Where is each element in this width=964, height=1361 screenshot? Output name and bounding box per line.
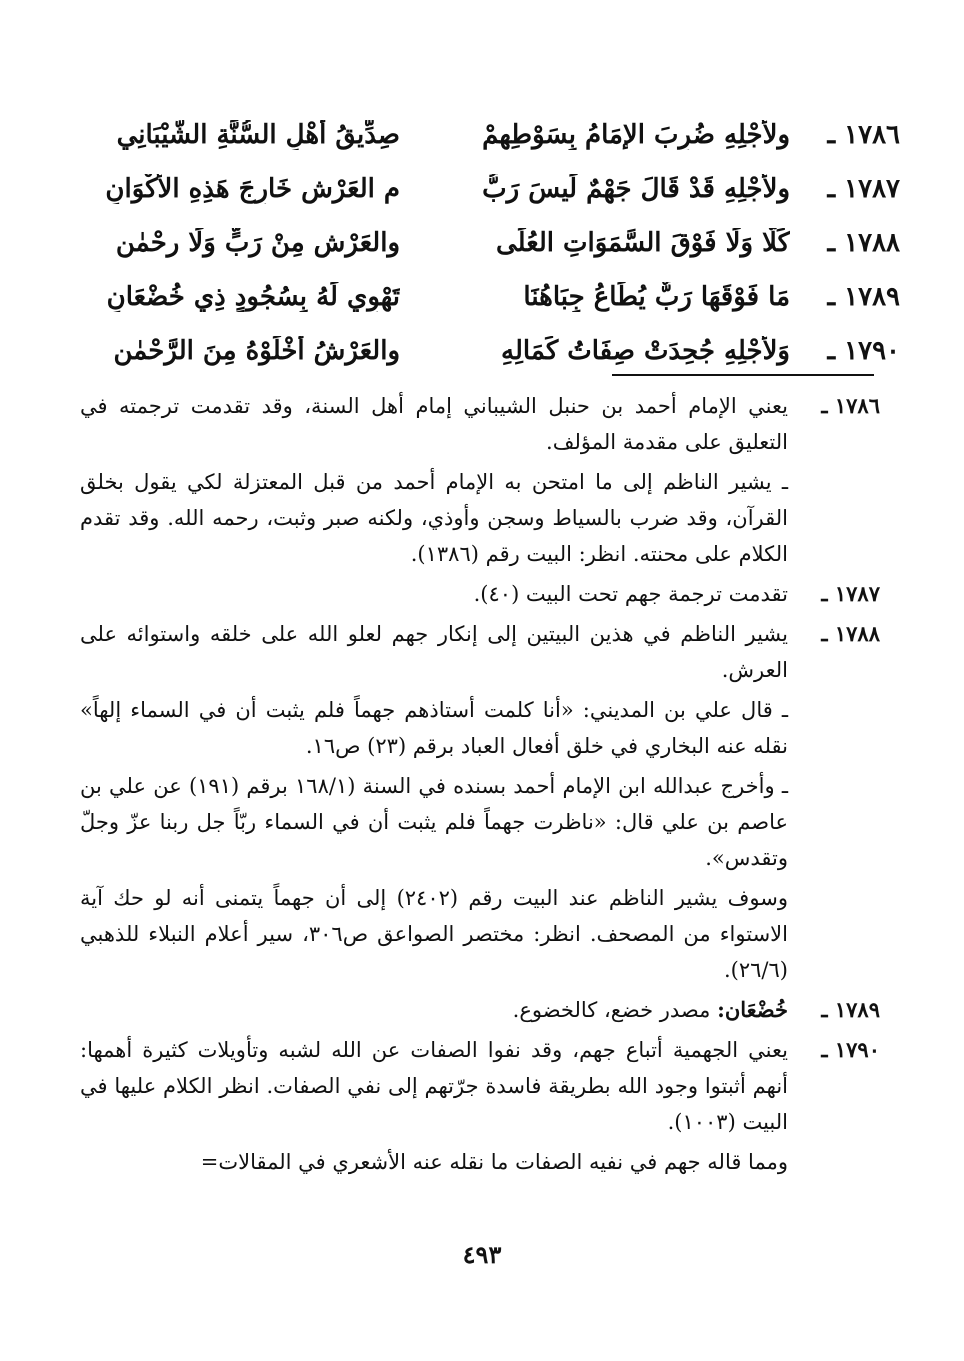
page-number: ٤٩٣ (462, 1240, 502, 1269)
footnote-number: ١٧٨٦ ـ (821, 393, 880, 418)
verse-number: ١٧٨٧ ـ (827, 174, 900, 204)
footnote (80, 576, 880, 616)
footnote-paragraph: يعني الجهمية أتباع جهم، وقد نفوا الصفات عن الله لشبه وتأويلات كثيرة أهمها: أنهم أثبتوا وجود الله بطريقة فاسدة جرّتهم إلى نفي الصفات. انظر الكلام عليها في البيت (١٠٠٣). (80, 1038, 788, 1134)
verse-second-hemistich: صِدِّيقُ أَهْلِ السُّنَّةِ الشَّيْبَانِي (116, 120, 400, 150)
footnote-paragraph: يعني الإمام أحمد بن حنبل الشيباني إمام أهل السنة، وقد تقدمت ترجمته في التعليق على مقدمة المؤلف. (80, 394, 788, 454)
footnote-number: ١٧٨٩ ـ (821, 997, 880, 1022)
glossed-word: خُضْعَان: (717, 997, 788, 1022)
verse-first-hemistich: ولأجْلِهِ ضُرِبَ الإمَامُ بِسَوْطِهِمْ (482, 120, 790, 150)
verse-second-hemistich: م العَرْشِ خَارِجَ هَذِهِ الأكْوَانِ (105, 174, 400, 204)
verse-second-hemistich: والعَرْشُ أخْلَوْهُ مِنَ الرَّحْمٰنِ (113, 336, 400, 366)
verses-block (60, 108, 900, 378)
footnotes (80, 388, 880, 1184)
verse-number: ١٧٨٨ ـ (827, 228, 900, 258)
footnote-number: ١٧٨٧ ـ (821, 581, 880, 606)
footnote-paragraph: تقدمت ترجمة جهم تحت البيت (٤٠). (473, 582, 788, 606)
verse-second-hemistich: والعَرْشِ مِنْ رَبٍّ وَلَا رحْمٰنِ (115, 228, 400, 258)
footnote-number: ١٧٨٨ ـ (821, 621, 880, 646)
gloss-text: مصدر خضع، كالخضوع. (512, 998, 711, 1022)
footnote-paragraph: يشير الناظم في هذين البيتين إلى إنكار جهم لعلو الله على خلقه واستوائه على العرش. (80, 622, 788, 682)
footnote-paragraph: وسوف يشير الناظم عند البيت رقم (٢٤٠٢) إلى أن جهماً يتمنى أنه لو حك آية الاستواء من المصحف. انظر: مختصر الصواعق ص٣٠٦، سير أعلام النبلاء للذهبي (٢٦/٦). (80, 886, 788, 982)
verse-second-hemistich: تَهْوِي لَهُ بِسُجُودٍ ذِي خُضْعَانِ (106, 282, 400, 312)
footnote (80, 992, 880, 1032)
footnote-paragraph: ـ يشير الناظم إلى ما امتحن به الإمام أحمد من قبل المعتزلة لكي يقول بخلق القرآن، وقد ضرب بالسياط وسجن وأوذي، ولكنه صبر وثبت، رحمه الله. وقد تقدم الكلام على محنته. انظر: البيت رقم (١٣٨٦). (80, 470, 788, 566)
footnote (80, 388, 880, 576)
footnote-paragraph: ومما قاله جهم في نفيه الصفات ما نقله عنه الأشعري في المقالات= (200, 1150, 788, 1174)
footnote (80, 616, 880, 992)
verse-first-hemistich: كَلَّا وَلَا فَوْقَ السَّمَوَاتِ العُلَى (496, 228, 790, 258)
verse-row (60, 270, 900, 324)
verse-row (60, 162, 900, 216)
verse-first-hemistich: ولأجْلِهِ قَدْ قَالَ جَهْمٌ لَيسَ رَبُّ (482, 174, 790, 204)
footnote-paragraph: ـ قال علي بن المديني: «أنا كلمت أستاذهم جهماً فلم يثبت أن في السماء إلهاً» نقله عنه البخاري في خلق أفعال العباد برقم (٢٣) ص١٦. (80, 698, 788, 758)
footnote (80, 1032, 880, 1184)
verse-number: ١٧٨٩ ـ (827, 282, 900, 312)
verse-row (60, 324, 900, 378)
verse-row (60, 108, 900, 162)
footnote-paragraph (80, 992, 788, 1028)
verse-number: ١٧٩٠ ـ (827, 336, 900, 366)
footnote-number: ١٧٩٠ ـ (821, 1037, 880, 1062)
footnote-separator (612, 374, 874, 376)
verse-row (60, 216, 900, 270)
verse-number: ١٧٨٦ ـ (827, 120, 900, 150)
verse-first-hemistich: وَلأَجْلِهِ جُحِدَتْ صِفَاتُ كَمَالِهِ (501, 336, 790, 366)
footnote-paragraph: ـ وأخرج عبدالله ابن الإمام أحمد بسنده في السنة (١٦٨/١ برقم (١٩١) عن علي بن عاصم بن علي قال: «ناظرت جهماً فلم يثبت أن في السماء ربّاً جل ربنا عزّ وجلّ وتقدس». (80, 774, 788, 870)
verse-first-hemistich: مَا فَوْقَهَا رَبٌّ يُطَاعُ جِبَاهُنَا (523, 282, 790, 312)
